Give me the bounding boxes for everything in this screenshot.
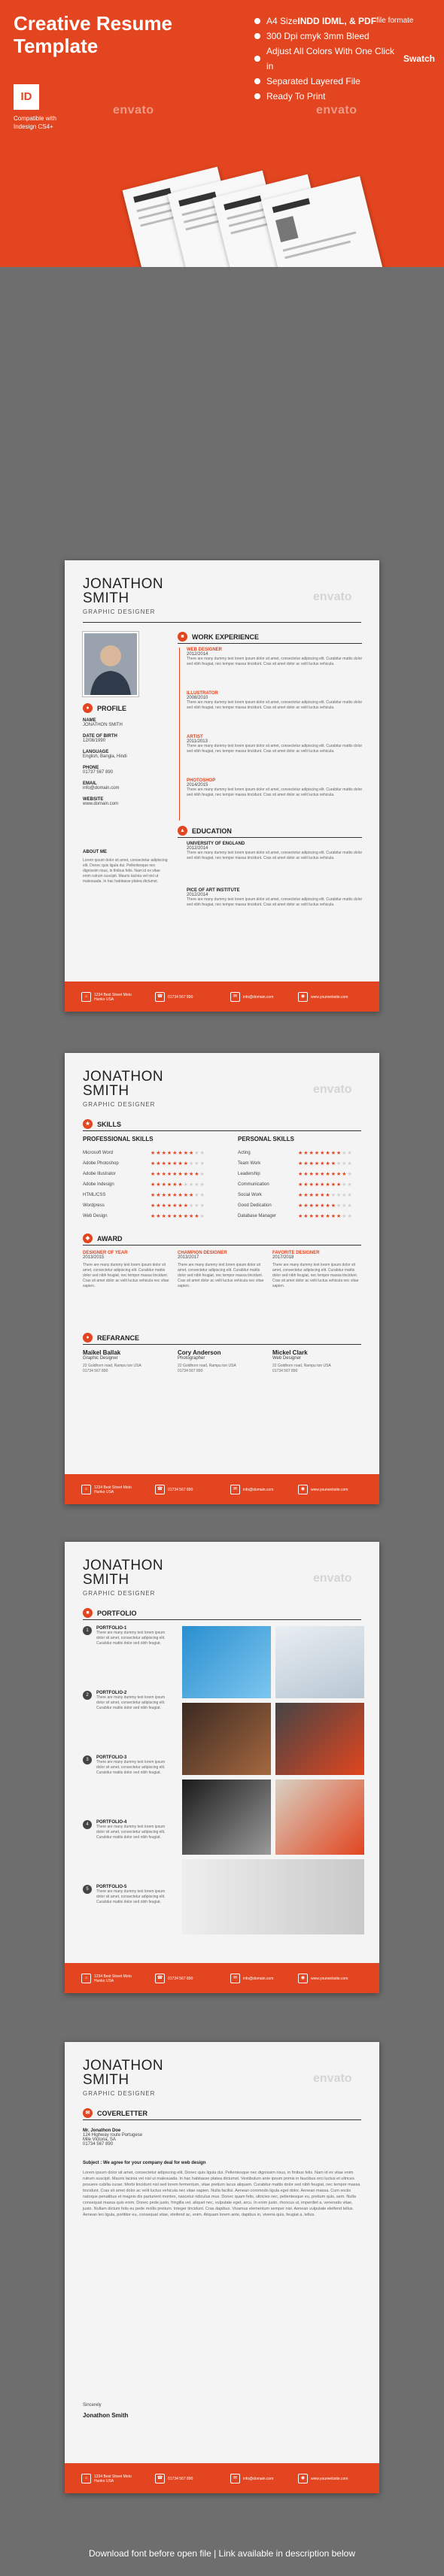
portfolio-item: 3 PORTFOLIO-3 There are many dummy text lorem ipsum dolor sit amet, consectetur adipiscing elit. Curabitur mattis dolor sed nibh feugiat. — [83, 1755, 173, 1820]
portfolio-image — [182, 1859, 364, 1934]
skill-row — [238, 1190, 366, 1200]
portfolio-item: 1 PORTFOLIO-1 There are many dummy text lorem ipsum dolor sit amet, consectetur adipiscing elit. Curabitur mattis dolor sed nibh feugiat. — [83, 1626, 173, 1691]
footer-web: ◉ www.yourwebsite.com — [298, 1485, 348, 1494]
rating-stars-icon: ★★★★★★★★★★ — [298, 1172, 353, 1177]
rating-stars-icon: ★★★★★★★★★★ — [151, 1214, 205, 1219]
footer-phone: ☎ 01734 567 890 — [155, 1974, 193, 1983]
rating-stars-icon: ★★★★★★★★★★ — [151, 1161, 205, 1167]
globe-icon: ◉ — [298, 2474, 308, 2483]
page-footer — [65, 982, 379, 1012]
letter-closing: Sincerely — [83, 2403, 102, 2408]
professional-skills-heading: PROFESSIONAL SKILLS — [83, 1136, 154, 1142]
divider — [178, 643, 362, 644]
feature-item: A4 Size INDD IDML, & PDF file formate — [254, 14, 435, 29]
page-footer — [65, 1963, 379, 1993]
portfolio-image — [275, 1626, 364, 1698]
skill-row — [83, 1190, 218, 1200]
name-heading: JONATHON SMITH — [83, 2058, 164, 2088]
skill-row — [83, 1200, 218, 1211]
home-icon: ⌂ — [81, 992, 91, 1002]
portfolio-image — [275, 1703, 364, 1775]
skill-name: Adobe Photoshop — [83, 1161, 119, 1166]
compatibility-note: Compatible with Indesign CS4+ — [14, 115, 56, 130]
resume-page-4 — [65, 2042, 379, 2493]
globe-icon: ◉ — [298, 1485, 308, 1494]
footer-email: ✉ info@domain.com — [230, 1485, 273, 1494]
mail-icon: ✉ — [230, 1974, 240, 1983]
footer-address: ⌂ 1234 Best Street Moto Hunko USA — [81, 992, 132, 1002]
rating-stars-icon: ★★★★★★★★★★ — [151, 1203, 205, 1209]
user-icon: ● — [83, 703, 93, 713]
mail-icon: ✉ — [230, 992, 240, 1002]
profile-item: WEBSITE www.domain.com — [83, 797, 119, 806]
phone-icon: ☎ — [155, 1485, 165, 1494]
divider — [83, 1344, 361, 1345]
skill-row — [83, 1148, 218, 1158]
footer-web: ◉ www.yourwebsite.com — [298, 992, 348, 1002]
phone-icon: ☎ — [155, 992, 165, 1002]
skill-row — [83, 1158, 218, 1169]
image-icon: ■ — [83, 1608, 93, 1618]
feature-item: 300 Dpi cmyk 3mm Bleed — [254, 29, 435, 44]
footer-phone: ☎ 01734 567 890 — [155, 2474, 193, 2483]
name-heading: JONATHON SMITH — [83, 576, 164, 606]
footer-phone: ☎ 01734 567 890 — [155, 1485, 193, 1494]
resume-page-1 — [65, 560, 379, 1012]
job-entry: ILLUSTRATOR 2008/2010 There are many dummy text lorem ipsum dolor sit amet, consectetur adipiscing elit. Curabitur mattis dolor sed nibh feugiat, nec tempor massa tincidunt. Cras sit amet dolor ac velit luctus vehicula. — [187, 691, 363, 710]
about-heading: ABOUT ME — [83, 850, 107, 854]
profile-heading: ● PROFILE — [83, 703, 126, 713]
portfolio-image — [182, 1626, 271, 1698]
profile-item: PHONE 01737 567 890 — [83, 766, 114, 775]
skill-row — [238, 1158, 366, 1169]
preview-banner — [0, 0, 444, 267]
page-footer — [65, 1474, 379, 1504]
award-entry: CHAMPION DESIGNER 2013/2017 There are many dummy text lorem ipsum dolor sit amet, consectetur adipiscing elit. Curabitur mattis dolor sed nibh feugiat, nec tempor massa tincidunt. Cras sit amet dolor ac velit luctus vehicula nec vitae sapien. — [178, 1251, 264, 1288]
phone-icon: ☎ — [155, 1974, 165, 1983]
divider — [178, 837, 362, 838]
portfolio-item: 5 PORTFOLIO-5 There are many dummy text lorem ipsum dolor sit amet, consectetur adipiscing elit. Curabitur mattis dolor sed nibh feugiat. — [83, 1885, 173, 1949]
skill-row — [238, 1148, 366, 1158]
divider — [83, 1619, 361, 1620]
graduation-cap-icon: ▲ — [178, 826, 187, 836]
skill-name: Adobe Indesign — [83, 1182, 114, 1187]
portfolio-heading: ■ PORTFOLIO — [83, 1608, 137, 1618]
home-icon: ⌂ — [81, 1974, 91, 1983]
profile-item: LANGUAGE English, Bangla, Hindi — [83, 750, 127, 759]
divider — [83, 1130, 361, 1131]
rating-stars-icon: ★★★★★★★★★★ — [151, 1172, 205, 1177]
skill-row — [238, 1179, 366, 1190]
download-font-note: Download font before open file | Link available in description below — [88, 2548, 355, 2559]
role-title: GRAPHIC DESIGNER — [83, 2090, 156, 2097]
watermark: envato — [113, 104, 154, 117]
profile-item: EMAIL info@domain.com — [83, 781, 120, 790]
footer-address: ⌂ 1234 Best Street Moto Hunko USA — [81, 1485, 132, 1494]
work-list — [187, 648, 363, 822]
about-text: Lorem ipsum dolor sit amet, consectetur adipiscing elit. Donec quis ligula dui. Pellentesque nec dignissim risus, in finibus felis. Nam id ex vitae enim rutrum suscipit. Mauris lacinia vel nisl ut malesuada. In hac habitasse platea dictumst. — [83, 858, 168, 884]
rating-stars-icon: ★★★★★★★★★★ — [298, 1161, 353, 1167]
skill-name: Communication — [238, 1182, 269, 1187]
timeline-line — [179, 648, 180, 821]
footer-email: ✉ info@domain.com — [230, 992, 273, 1002]
school-entry: UNIVERSITY OF ENGLAND 2012/2014 There are many dummy text lorem ipsum dolor sit amet, consectetur adipiscing elit. Curabitur mattis dolor sed nibh feugiat, nec tempor massa tincidunt. Cras sit amet dolor ac velit luctus vehicula. — [187, 842, 363, 860]
work-heading: ■ WORK EXPERIENCE — [178, 632, 259, 642]
skill-name: Adobe Illustrator — [83, 1172, 116, 1176]
name-heading: JONATHON SMITH — [83, 1069, 164, 1099]
watermark: envato — [313, 590, 352, 603]
name-heading: JONATHON SMITH — [83, 1558, 164, 1588]
resume-page-2 — [65, 1053, 379, 1504]
portfolio-image — [182, 1703, 271, 1775]
banner-title: Creative Resume Template — [14, 12, 172, 57]
skill-name: Web Design — [83, 1214, 108, 1218]
role-title: GRAPHIC DESIGNER — [83, 608, 156, 615]
skill-row — [83, 1169, 218, 1179]
role-title: GRAPHIC DESIGNER — [83, 1101, 156, 1108]
role-title: GRAPHIC DESIGNER — [83, 1590, 156, 1597]
watermark: envato — [313, 1083, 352, 1096]
portfolio-list — [83, 1626, 173, 1949]
job-entry: WEB DESIGNER 2012/2014 There are many dummy text lorem ipsum dolor sit amet, consectetur adipiscing elit. Curabitur mattis dolor sed nibh feugiat, nec tempor massa tincidunt. Cras sit amet dolor ac velit luctus vehicula. — [187, 648, 363, 666]
trophy-icon: ◆ — [83, 1233, 93, 1243]
skill-row — [238, 1200, 366, 1211]
rating-stars-icon: ★★★★★★★★★★ — [298, 1193, 353, 1198]
divider — [83, 622, 361, 623]
watermark: envato — [313, 1572, 352, 1585]
skill-row — [238, 1169, 366, 1179]
envelope-icon: ✉ — [83, 2108, 93, 2118]
skill-name: Wordpress — [83, 1203, 105, 1208]
award-entry: FAVORITE DESIGNER 2017/2018 There are many dummy text lorem ipsum dolor sit amet, consectetur adipiscing elit. Curabitur mattis dolor sed nibh feugiat, nec tempor massa tincidunt. Cras sit amet dolor ac velit luctus vehicula nec vitae sapien. — [272, 1251, 359, 1288]
skill-row — [83, 1179, 218, 1190]
watermark: envato — [316, 104, 357, 117]
footer-address: ⌂ 1234 Best Street Moto Hunko USA — [81, 2474, 132, 2483]
profile-photo — [83, 632, 138, 696]
resume-page-3 — [65, 1542, 379, 1993]
reference-heading: ● REFARANCE — [83, 1333, 139, 1343]
profile-list — [83, 718, 173, 813]
mail-icon: ✉ — [230, 2474, 240, 2483]
personal-skills-list — [238, 1148, 366, 1221]
education-heading: ▲ EDUCATION — [178, 826, 232, 836]
personal-skills-heading: PERSONAL SKILLS — [238, 1136, 294, 1142]
rating-stars-icon: ★★★★★★★★★★ — [151, 1193, 205, 1198]
footer-phone: ☎ 01734 567 890 — [155, 992, 193, 1002]
footer-address: ⌂ 1234 Best Street Moto Hunko USA — [81, 1974, 132, 1983]
handshake-icon: ● — [83, 1333, 93, 1343]
skill-name: Leadership — [238, 1172, 260, 1176]
profile-item: DATE OF BIRTH 12/08/1990 — [83, 734, 117, 743]
watermark: envato — [313, 2072, 352, 2085]
feature-item: Adjust All Colors With One Click in Swatch — [254, 44, 435, 74]
bullet-icon — [254, 33, 260, 39]
reference-entry: Maikel Ballak Graphic Designer 22 Goldhorn road, Rampu ton USA 01734 567 890 — [83, 1349, 141, 1373]
profile-item: NAME JONATHON SMITH — [83, 718, 123, 727]
portfolio-item: 4 PORTFOLIO-4 There are many dummy text lorem ipsum dolor sit amet, consectetur adipiscing elit. Curabitur mattis dolor sed nibh feugiat. — [83, 1820, 173, 1885]
page-footer — [65, 2463, 379, 2493]
education-list — [187, 842, 363, 935]
rating-stars-icon: ★★★★★★★★★★ — [298, 1203, 353, 1209]
bullet-icon — [254, 18, 260, 24]
star-icon: ★ — [83, 1119, 93, 1129]
globe-icon: ◉ — [298, 1974, 308, 1983]
award-entry: DESIGNER OF YEAR 2013/2015 There are many dummy text lorem ipsum dolor sit amet, consectetur adipiscing elit. Curabitur mattis dolor sed nibh feugiat, nec tempor massa tincidunt. Cras sit amet dolor ac velit luctus vehicula nec vitae sapien. — [83, 1251, 169, 1288]
reference-entry: Mickel Clark Web Designer 22 Goldhorn road, Rampu ton USA 01734 567 890 — [272, 1349, 331, 1373]
indesign-badge: ID — [14, 84, 39, 110]
divider — [83, 1245, 361, 1246]
bullet-icon — [254, 78, 260, 84]
letter-subject: Subject : We agree for your company deal for web design — [83, 2161, 206, 2165]
footer-email: ✉ info@domain.com — [230, 2474, 273, 2483]
skill-name: Team Work — [238, 1161, 261, 1166]
skill-name: Microsoft Word — [83, 1151, 114, 1155]
letter-body: Lorem ipsum dolor sit amet, consectetur adipiscing elit. Donec quis ligula dui. Pellentesque nec dignissim risus, in finibus felis. Nam id ex vitae enim rutrum suscipit. Mauris lacinia vel nisl ut malesuada. In hac habitasse platea dictumst. Vestibulum ante ipsum primis in faucibus orci luctus et ultrices posuere cubilia curae; Morbi tincidunt nisl sed lorem fermentum, vitae pretium lacus aliquam. Curabitur mattis dolor sed nibh feugiat, nec tempor massa tincidunt. Cras sit amet dolor ac velit luctus vehicula nec vitae sapien. Nulla facilisi. Aenean commodo ligula eget dolor. Aenean massa. Cum sociis natoque penatibus et magnis dis parturient montes, nascetur ridiculus mus. Donec quam felis, ultricies nec, pellentesque eu, pretium quis, sem. Nulla consequat massa quis enim. Donec pede justo, fringilla vel, aliquet nec, vulputate eget, arcu. In enim justo, rhoncus ut, imperdiet a, venenatis vitae, justo. Nullam dictum felis eu pede mollis pretium. Integer tincidunt. Cras dapibus. Vivamus elementum semper nisi. Aenean vulputate eleifend tellus. Aenean leo ligula, porttitor eu, consequat vitae, eleifend ac, enim. Aliquam lorem ante, dapibus in, viverra quis, feugiat a, tellus. — [83, 2171, 360, 2217]
skill-name: Good Dedication — [238, 1203, 272, 1208]
skill-row — [83, 1211, 218, 1221]
skill-name: Database Manager — [238, 1214, 277, 1218]
home-icon: ⌂ — [81, 1485, 91, 1494]
mail-icon: ✉ — [230, 1485, 240, 1494]
rating-stars-icon: ★★★★★★★★★★ — [298, 1182, 353, 1188]
phone-icon: ☎ — [155, 2474, 165, 2483]
footer-web: ◉ www.yourwebsite.com — [298, 2474, 348, 2483]
rating-stars-icon: ★★★★★★★★★★ — [151, 1151, 205, 1156]
briefcase-icon: ■ — [178, 632, 187, 642]
skills-heading: ★ SKILLS — [83, 1119, 121, 1129]
portfolio-image — [275, 1780, 364, 1855]
school-entry: PICE OF ART INSTITUTE 2012/2014 There are many dummy text lorem ipsum dolor sit amet, consectetur adipiscing elit. Curabitur mattis dolor sed nibh feugiat, nec tempor massa tincidunt. Cras sit amet dolor ac velit luctus vehicula. — [187, 888, 363, 907]
footer-email: ✉ info@domain.com — [230, 1974, 273, 1983]
home-icon: ⌂ — [81, 2474, 91, 2483]
portfolio-image — [182, 1780, 271, 1855]
portfolio-item: 2 PORTFOLIO-2 There are many dummy text lorem ipsum dolor sit amet, consectetur adipiscing elit. Curabitur mattis dolor sed nibh feugiat. — [83, 1691, 173, 1755]
divider — [83, 2119, 361, 2120]
skill-name: Acting — [238, 1151, 251, 1155]
reference-entry: Cory Anderson Photographer 22 Goldhorn road, Rampu ton USA 01734 567 890 — [178, 1349, 236, 1373]
globe-icon: ◉ — [298, 992, 308, 1002]
bullet-icon — [254, 93, 260, 99]
rating-stars-icon: ★★★★★★★★★★ — [151, 1182, 205, 1188]
rating-stars-icon: ★★★★★★★★★★ — [298, 1151, 353, 1156]
signature-name: Jonathon Smith — [83, 2412, 129, 2419]
coverletter-heading: ✉ COVERLETTER — [83, 2108, 147, 2118]
professional-skills-list — [83, 1148, 218, 1221]
feature-list — [254, 14, 435, 104]
skill-name: HTML/CSS — [83, 1193, 106, 1197]
skill-name: Social Work — [238, 1193, 262, 1197]
bullet-icon — [254, 56, 260, 62]
feature-item: Ready To Print — [254, 89, 435, 104]
award-heading: ◆ AWARD — [83, 1233, 123, 1243]
job-entry: PHOTOSHOP 2014/2015 There are many dummy text lorem ipsum dolor sit amet, consectetur adipiscing elit. Curabitur mattis dolor sed nibh feugiat, nec tempor massa tincidunt. Cras sit amet dolor ac velit luctus vehicula. — [187, 778, 363, 797]
rating-stars-icon: ★★★★★★★★★★ — [298, 1214, 353, 1219]
skill-row — [238, 1211, 366, 1221]
recipient-block: Mr. Jonathon Doe 124 Highway route Portugese Mile Victoria, SA 01734 567 890 — [83, 2128, 143, 2147]
feature-item: Separated Layered File — [254, 74, 435, 89]
footer-web: ◉ www.yourwebsite.com — [298, 1974, 348, 1983]
job-entry: ARTIST 2011/2013 There are many dummy text lorem ipsum dolor sit amet, consectetur adipiscing elit. Curabitur mattis dolor sed nibh feugiat, nec tempor massa tincidunt. Cras sit amet dolor ac velit luctus vehicula. — [187, 735, 363, 754]
person-icon — [84, 633, 137, 695]
